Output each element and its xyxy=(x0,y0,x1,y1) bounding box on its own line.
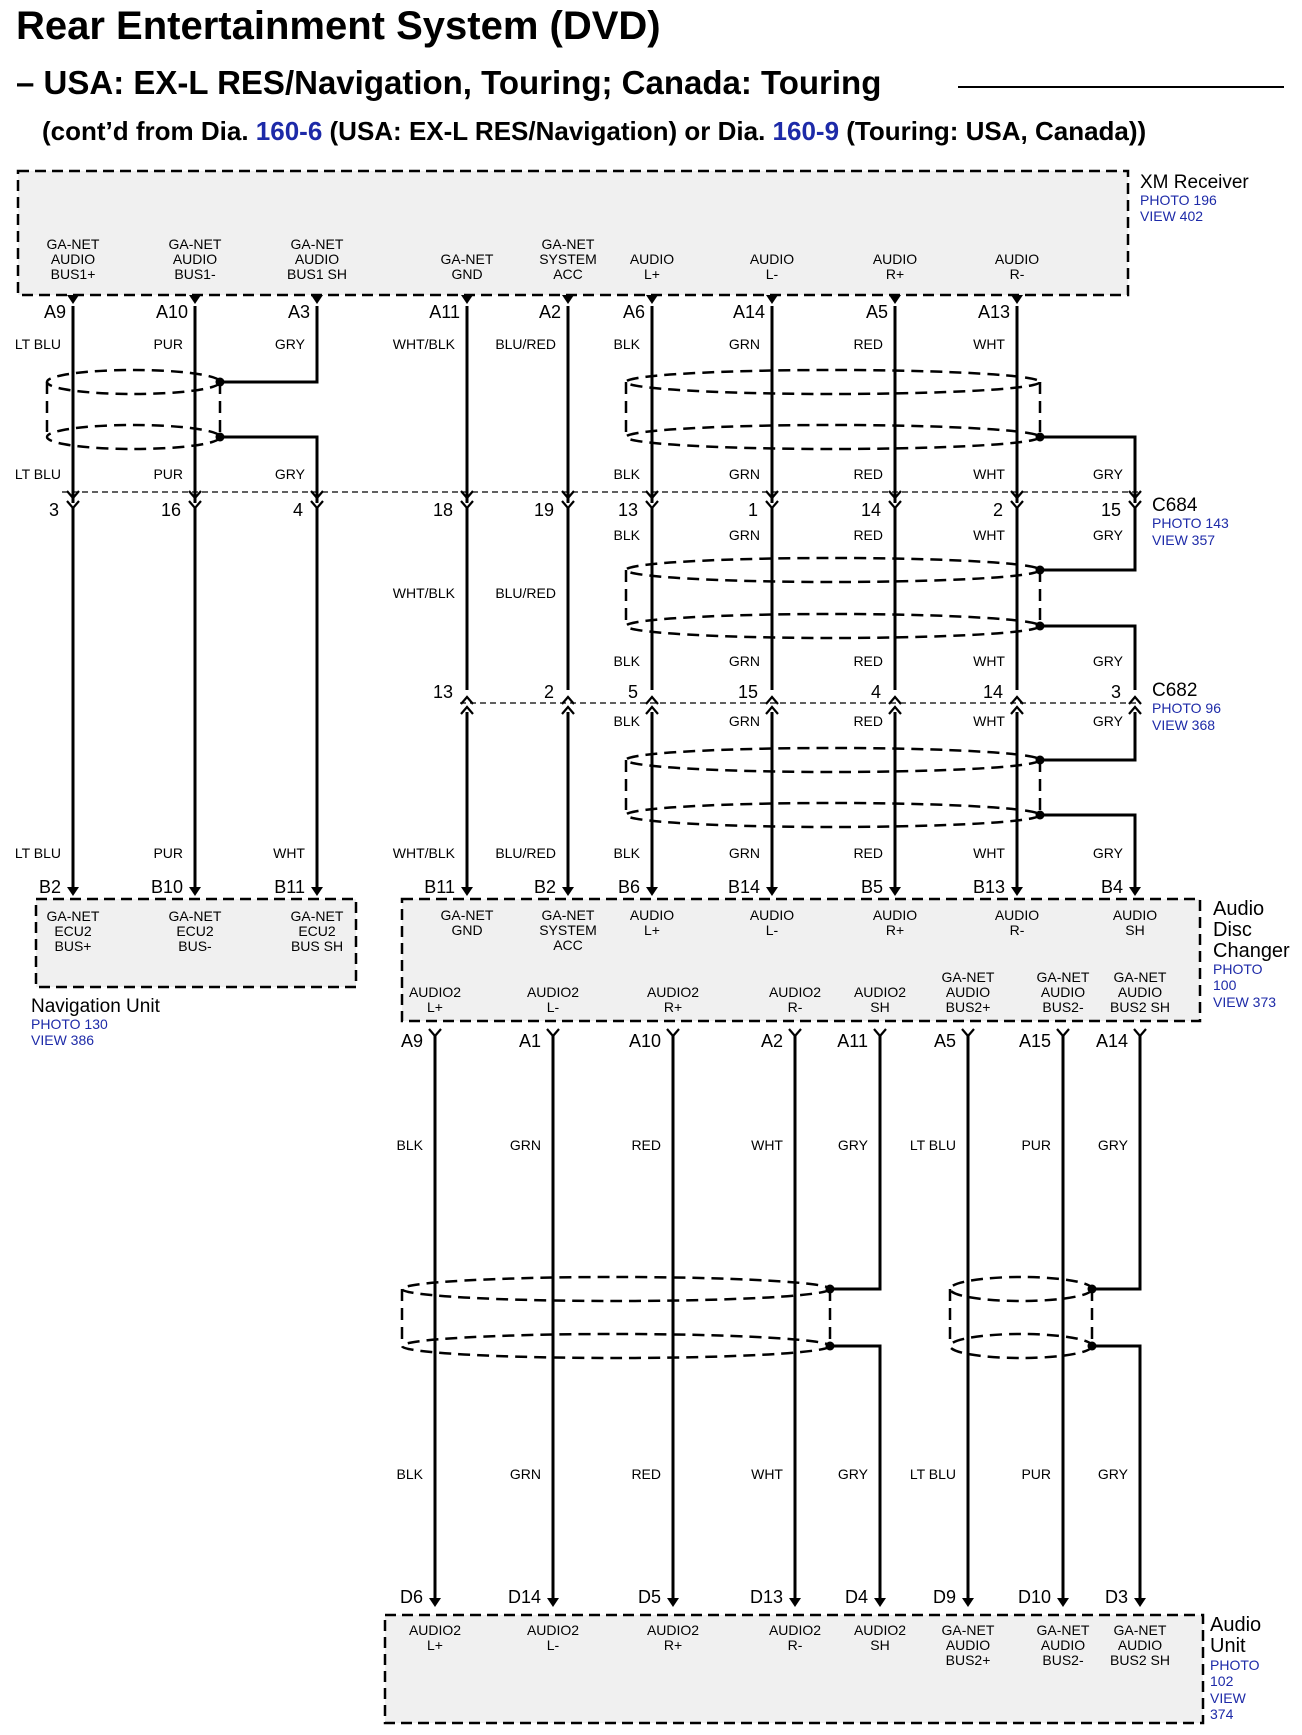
pin-arrow-down xyxy=(1129,887,1141,896)
au-terminal-label: BUS2- xyxy=(1042,1652,1084,1668)
au-pin-d14: D14 xyxy=(507,1587,541,1607)
pin-arrow-down xyxy=(667,1598,679,1607)
adc-terminal-label: AUDIO xyxy=(872,907,918,923)
wire-color-label: BLK xyxy=(613,713,640,729)
wire-color-label: GRY xyxy=(1092,653,1123,669)
nav-terminal-label: GA-NET xyxy=(46,908,100,924)
adc-pin-a5: A5 xyxy=(933,1031,956,1051)
pin-arrow-down xyxy=(429,1598,441,1607)
xm-terminal-label: AUDIO xyxy=(172,251,218,267)
shield-top-ellipse xyxy=(626,370,1040,394)
pin-arrow-down xyxy=(461,887,473,896)
wire-color-label: PUR xyxy=(1021,1137,1051,1153)
adc-terminal-label: GA-NET xyxy=(541,907,595,923)
au-terminal-label: AUDIO xyxy=(945,1637,991,1653)
adc-terminal-label: SYSTEM xyxy=(539,922,597,938)
adc-terminal-label: R- xyxy=(787,999,803,1015)
xm-terminal-label: GA-NET xyxy=(541,236,595,252)
wire-color-label: WHT xyxy=(973,713,1005,729)
xm-pin-a13: A13 xyxy=(977,302,1010,322)
diagram-subtitle: – USA: EX-L RES/Navigation, Touring; Canada: Touring xyxy=(16,64,882,101)
audio-unit-photo-number: 102 xyxy=(1210,1673,1234,1689)
nav-terminal-label: ECU2 xyxy=(298,923,336,939)
xm-pin-a6: A6 xyxy=(622,302,645,322)
adc-terminal-label: AUDIO xyxy=(629,907,675,923)
xm-pin-a11: A11 xyxy=(429,302,460,322)
wire-color-label: RED xyxy=(853,466,883,482)
wire-color-label: GRN xyxy=(728,845,760,861)
adc-terminal-label: GND xyxy=(451,922,483,938)
adc-pin-b11: B11 xyxy=(424,877,455,897)
wire-color-label: WHT xyxy=(751,1466,783,1482)
nav-pin-b11: B11 xyxy=(274,877,305,897)
xm-terminal-label: AUDIO xyxy=(629,251,675,267)
xm-terminal-label: GA-NET xyxy=(168,236,222,252)
au-terminal-label: AUDIO2 xyxy=(408,1622,462,1638)
wire-color-label: WHT xyxy=(973,466,1005,482)
pin-arrow-down xyxy=(1134,1598,1146,1607)
wire-color-label: GRY xyxy=(1092,845,1123,861)
c684-pin-15: 15 xyxy=(1100,500,1121,520)
wire-color-label: WHT xyxy=(973,653,1005,669)
wire-path xyxy=(830,1036,880,1289)
nav-terminal-label: GA-NET xyxy=(168,908,222,924)
connector-pin-mark xyxy=(962,1029,974,1036)
nav-pin-b2: B2 xyxy=(38,877,61,897)
au-terminal-label: AUDIO2 xyxy=(853,1622,907,1638)
pin-arrow-down xyxy=(461,295,473,304)
au-terminal-label: L+ xyxy=(427,1637,443,1653)
pin-arrow-down xyxy=(189,295,201,304)
navigation-unit-name: Navigation Unit xyxy=(31,996,160,1017)
c682-name: C682 xyxy=(1152,680,1198,701)
shield-audio-middle xyxy=(626,558,1040,638)
au-terminal-label: AUDIO xyxy=(1117,1637,1163,1653)
adc-terminal-label: R- xyxy=(1009,922,1025,938)
nav-terminal-label: ECU2 xyxy=(54,923,92,939)
wire-color-label: RED xyxy=(853,713,883,729)
adc-pin-a2: A2 xyxy=(760,1031,783,1051)
connector-pin-mark xyxy=(1134,1029,1146,1036)
xm-terminal-label: R+ xyxy=(885,266,905,282)
shield-audio-upper xyxy=(626,370,1040,449)
wire-color-label: BLK xyxy=(396,1137,423,1153)
xm-terminal-label: BUS1 SH xyxy=(287,266,347,282)
audio-unit-name: Unit xyxy=(1210,1635,1246,1657)
adc-pin-b4: B4 xyxy=(1100,877,1123,897)
adc-terminal-label: L- xyxy=(546,999,560,1015)
adc-terminal-label: BUS2+ xyxy=(945,999,991,1015)
connector-pin-mark xyxy=(547,1029,559,1036)
wire-color-label: WHT xyxy=(973,336,1005,352)
wire-color-label: GRY xyxy=(274,336,305,352)
adc-pin-b2: B2 xyxy=(533,877,556,897)
pin-arrow-down xyxy=(766,887,778,896)
au-terminal-label: BUS2+ xyxy=(945,1652,991,1668)
c682-pin-3: 3 xyxy=(1110,682,1121,702)
adc-terminal-label: GA-NET xyxy=(1113,969,1167,985)
xm-receiver-name: XM Receiver xyxy=(1140,172,1249,193)
adc-pin-b6: B6 xyxy=(617,877,640,897)
adc-terminal-label: AUDIO xyxy=(1117,984,1163,1000)
xm-pin-a3: A3 xyxy=(287,302,310,322)
wire-color-label: WHT xyxy=(973,527,1005,543)
c682-pin-13: 13 xyxy=(432,682,453,702)
c684-pin-3: 3 xyxy=(48,500,59,520)
adc-terminal-label: L- xyxy=(765,922,779,938)
wire-color-label: GRY xyxy=(1097,1137,1128,1153)
audio-disc-changer-name: Disc xyxy=(1213,919,1252,941)
c684-pin-19: 19 xyxy=(533,500,554,520)
xm-terminal-label: BUS1+ xyxy=(50,266,96,282)
wire-color-label: GRN xyxy=(728,527,760,543)
wire-color-label: WHT xyxy=(273,845,305,861)
xm-pin-a10: A10 xyxy=(155,302,188,322)
wire-color-label: RED xyxy=(853,845,883,861)
shield-top-ellipse xyxy=(626,748,1040,772)
adc-pin-a9: A9 xyxy=(400,1031,423,1051)
wire-color-label: GRY xyxy=(1097,1466,1128,1482)
xm-pin-a2: A2 xyxy=(538,302,561,322)
adc-terminal-label: AUDIO2 xyxy=(646,984,700,1000)
au-terminal-label: GA-NET xyxy=(1113,1622,1167,1638)
c684-pin-18: 18 xyxy=(432,500,453,520)
wire-color-label: BLU/RED xyxy=(495,845,556,861)
pin-arrow-down xyxy=(562,295,574,304)
c684-pin-2: 2 xyxy=(992,500,1003,520)
au-pin-d3: D3 xyxy=(1104,1587,1128,1607)
wire-color-label: RED xyxy=(853,527,883,543)
adc-terminal-label: AUDIO xyxy=(1040,984,1086,1000)
wire-color-label: RED xyxy=(631,1466,661,1482)
nav-terminal-label: BUS SH xyxy=(290,938,344,954)
xm-terminal-label: BUS1- xyxy=(174,266,216,282)
adc-pin-b5: B5 xyxy=(860,877,883,897)
au-pin-d5: D5 xyxy=(637,1587,661,1607)
pin-arrow-down xyxy=(962,1598,974,1607)
adc-terminal-label: GA-NET xyxy=(1036,969,1090,985)
navigation-unit-photo: PHOTO 130 xyxy=(31,1016,108,1032)
wire-color-label: WHT/BLK xyxy=(392,585,455,601)
adc-terminal-label: AUDIO xyxy=(994,907,1040,923)
wire-color-label: BLK xyxy=(613,653,640,669)
wire-path xyxy=(1092,1036,1140,1289)
adc-terminal-label: SH xyxy=(870,999,890,1015)
pin-arrow-down xyxy=(311,295,323,304)
xm-receiver-photo: PHOTO 196 xyxy=(1140,192,1217,208)
adc-terminal-label: BUS2- xyxy=(1042,999,1084,1015)
continued-from-prefix: (cont’d from Dia. xyxy=(42,116,256,146)
xm-terminal-label: GA-NET xyxy=(440,251,494,267)
pin-arrow-down xyxy=(874,1598,886,1607)
connector-pin-mark xyxy=(874,1029,886,1036)
wire-color-label: PUR xyxy=(153,466,183,482)
adc-terminal-label: AUDIO xyxy=(945,984,991,1000)
au-pin-d9: D9 xyxy=(932,1587,956,1607)
wire-color-label: LT BLU xyxy=(14,845,61,861)
adc-pin-a1: A1 xyxy=(518,1031,541,1051)
au-terminal-label: SH xyxy=(870,1637,890,1653)
continued-from-middle: (USA: EX-L RES/Navigation) or Dia. xyxy=(322,116,773,146)
pin-arrow-down xyxy=(189,887,201,896)
wire-color-label: GRN xyxy=(728,336,760,352)
xm-terminal-label: AUDIO xyxy=(294,251,340,267)
wire-color-label: GRN xyxy=(728,653,760,669)
wire-color-label: BLK xyxy=(396,1466,423,1482)
wire-color-label: GRN xyxy=(509,1466,541,1482)
c684-photo: PHOTO 143 xyxy=(1152,515,1229,531)
wire-color-label: GRY xyxy=(837,1137,868,1153)
au-terminal-label: R+ xyxy=(663,1637,683,1653)
xm-terminal-label: R- xyxy=(1009,266,1025,282)
au-pin-d4: D4 xyxy=(844,1587,868,1607)
nav-terminal-label: BUS- xyxy=(178,938,212,954)
au-terminal-label: AUDIO xyxy=(1040,1637,1086,1653)
wire-color-label: WHT/BLK xyxy=(392,845,455,861)
au-terminal-label: AUDIO2 xyxy=(526,1622,580,1638)
xm-terminal-label: ACC xyxy=(553,266,583,282)
shield-bottom-ellipse xyxy=(402,1334,830,1358)
wire-color-label: GRN xyxy=(728,466,760,482)
wire-color-label: LT BLU xyxy=(14,336,61,352)
au-terminal-label: GA-NET xyxy=(941,1622,995,1638)
au-pin-d13: D13 xyxy=(749,1587,783,1607)
wire-color-label: WHT xyxy=(973,845,1005,861)
pin-arrow-down xyxy=(889,295,901,304)
pin-arrow-down xyxy=(789,1598,801,1607)
audio-unit-view-number: 374 xyxy=(1210,1706,1234,1722)
xm-pin-a14: A14 xyxy=(732,302,765,322)
wire-color-label: LT BLU xyxy=(909,1466,956,1482)
adc-terminal-label: R+ xyxy=(663,999,683,1015)
wire-color-label: BLU/RED xyxy=(495,585,556,601)
au-terminal-label: R- xyxy=(787,1637,803,1653)
adc-terminal-label: AUDIO2 xyxy=(408,984,462,1000)
shield-top-ellipse xyxy=(626,558,1040,582)
c684-pin-4: 4 xyxy=(292,500,303,520)
connector-pin-mark xyxy=(1011,697,1023,704)
shield-audio2 xyxy=(402,1277,830,1358)
adc-pin-b14: B14 xyxy=(727,877,760,897)
xm-pin-a9: A9 xyxy=(43,302,66,322)
audio-disc-changer-name: Audio xyxy=(1213,898,1265,920)
shield-bottom-ellipse xyxy=(626,803,1040,827)
adc-pin-a14: A14 xyxy=(1095,1031,1128,1051)
pin-arrow-down xyxy=(311,887,323,896)
adc-terminal-label: AUDIO2 xyxy=(526,984,580,1000)
wire-color-label: GRY xyxy=(1092,527,1123,543)
nav-terminal-label: GA-NET xyxy=(290,908,344,924)
wire-color-label: GRN xyxy=(509,1137,541,1153)
wire-color-label: GRY xyxy=(274,466,305,482)
pin-arrow-down xyxy=(547,1598,559,1607)
c682-pin-15: 15 xyxy=(737,682,758,702)
xm-terminal-label: AUDIO xyxy=(872,251,918,267)
wire-color-label: BLU/RED xyxy=(495,336,556,352)
wire-color-label: GRY xyxy=(1092,713,1123,729)
c682-pin-5: 5 xyxy=(627,682,638,702)
xm-terminal-label: AUDIO xyxy=(994,251,1040,267)
adc-pin-a11: A11 xyxy=(837,1031,868,1051)
wire-color-label: WHT/BLK xyxy=(392,336,455,352)
wire-color-label: GRY xyxy=(837,1466,868,1482)
shield-top-ellipse xyxy=(402,1277,830,1301)
wire-color-label: WHT xyxy=(751,1137,783,1153)
au-pin-d10: D10 xyxy=(1017,1587,1051,1607)
adc-pin-a15: A15 xyxy=(1018,1031,1051,1051)
c682-photo: PHOTO 96 xyxy=(1152,700,1221,716)
connector-pin-mark xyxy=(461,697,473,704)
pin-arrow-down xyxy=(1011,887,1023,896)
c682-view: VIEW 368 xyxy=(1152,717,1216,733)
shield-bottom-ellipse xyxy=(626,425,1040,449)
wire-color-label: GRN xyxy=(728,713,760,729)
xm-terminal-label: L- xyxy=(765,266,779,282)
au-terminal-label: AUDIO2 xyxy=(646,1622,700,1638)
diagram-title: Rear Entertainment System (DVD) xyxy=(16,4,661,48)
diagram-link-160-6[interactable]: 160-6 xyxy=(255,116,323,146)
navigation-unit-view: VIEW 386 xyxy=(31,1032,95,1048)
audio-disc-changer-view: VIEW 373 xyxy=(1213,994,1277,1010)
adc-terminal-label: AUDIO2 xyxy=(853,984,907,1000)
adc-pin-a10: A10 xyxy=(628,1031,661,1051)
c684-pin-13: 13 xyxy=(617,500,638,520)
adc-terminal-label: L+ xyxy=(427,999,443,1015)
adc-terminal-label: GA-NET xyxy=(440,907,494,923)
c684-pin-1: 1 xyxy=(747,500,758,520)
pin-arrow-down xyxy=(646,295,658,304)
adc-terminal-label: ACC xyxy=(553,937,583,953)
adc-terminal-label: AUDIO xyxy=(1112,907,1158,923)
audio-disc-changer-photo: PHOTO xyxy=(1213,961,1263,977)
xm-terminal-label: SYSTEM xyxy=(539,251,597,267)
au-terminal-label: GA-NET xyxy=(1036,1622,1090,1638)
c684-name: C684 xyxy=(1152,495,1198,516)
xm-pin-a5: A5 xyxy=(865,302,888,322)
pin-arrow-down xyxy=(1011,295,1023,304)
xm-terminal-label: AUDIO xyxy=(749,251,795,267)
audio-unit-name: Audio xyxy=(1210,1614,1262,1636)
pin-arrow-down xyxy=(67,295,79,304)
shield-bottom-ellipse xyxy=(626,614,1040,638)
xm-terminal-label: L+ xyxy=(644,266,660,282)
audio-disc-changer-photo-number: 100 xyxy=(1213,977,1237,993)
wire-color-label: GRY xyxy=(1092,466,1123,482)
wire-color-label: RED xyxy=(853,653,883,669)
pin-arrow-down xyxy=(889,887,901,896)
c684-pin-16: 16 xyxy=(160,500,181,520)
wire-color-label: RED xyxy=(631,1137,661,1153)
wire-color-label: BLK xyxy=(613,466,640,482)
adc-pin-b13: B13 xyxy=(972,877,1005,897)
connector-pin-mark xyxy=(562,697,574,704)
c682-pin-4: 4 xyxy=(870,682,881,702)
connector-pin-mark xyxy=(789,1029,801,1036)
connector-pin-mark xyxy=(429,1029,441,1036)
nav-pin-b10: B10 xyxy=(150,877,183,897)
xm-terminal-label: AUDIO xyxy=(50,251,96,267)
adc-terminal-label: GA-NET xyxy=(941,969,995,985)
adc-terminal-label: AUDIO2 xyxy=(768,984,822,1000)
wire-color-label: BLK xyxy=(613,527,640,543)
adc-terminal-label: SH xyxy=(1125,922,1145,938)
audio-unit-view: VIEW xyxy=(1210,1690,1246,1706)
c684-view: VIEW 357 xyxy=(1152,532,1216,548)
connector-pin-mark xyxy=(1057,1029,1069,1036)
adc-terminal-label: R+ xyxy=(885,922,905,938)
adc-terminal-label: AUDIO xyxy=(749,907,795,923)
continued-from-suffix: (Touring: USA, Canada)) xyxy=(839,116,1147,146)
c682-pin-14: 14 xyxy=(982,682,1003,702)
shield-audio-lower xyxy=(626,748,1040,827)
wire-color-label: PUR xyxy=(153,845,183,861)
wire-color-label: RED xyxy=(853,336,883,352)
c682-pin-2: 2 xyxy=(543,682,554,702)
wire-color-label: LT BLU xyxy=(14,466,61,482)
wire-color-label: PUR xyxy=(1021,1466,1051,1482)
pin-arrow-down xyxy=(766,295,778,304)
xm-terminal-label: GA-NET xyxy=(46,236,100,252)
au-terminal-label: L- xyxy=(546,1637,560,1653)
connector-pin-mark xyxy=(667,1029,679,1036)
shield-bottom-ellipse xyxy=(950,1334,1092,1358)
c684-pin-14: 14 xyxy=(860,500,881,520)
pin-arrow-down xyxy=(1057,1598,1069,1607)
au-terminal-label: AUDIO2 xyxy=(768,1622,822,1638)
nav-terminal-label: BUS+ xyxy=(54,938,92,954)
au-terminal-label: BUS2 SH xyxy=(1110,1652,1170,1668)
diagram-link-160-9[interactable]: 160-9 xyxy=(772,116,840,146)
adc-terminal-label: BUS2 SH xyxy=(1110,999,1170,1015)
xm-terminal-label: GND xyxy=(451,266,483,282)
wire-color-label: BLK xyxy=(613,845,640,861)
pin-arrow-down xyxy=(646,887,658,896)
nav-terminal-label: ECU2 xyxy=(176,923,214,939)
audio-disc-changer-name: Changer xyxy=(1213,940,1290,962)
xm-receiver-view: VIEW 402 xyxy=(1140,208,1204,224)
pin-arrow-down xyxy=(67,887,79,896)
au-pin-d6: D6 xyxy=(399,1587,423,1607)
adc-terminal-label: L+ xyxy=(644,922,660,938)
xm-terminal-label: GA-NET xyxy=(290,236,344,252)
wire-color-label: LT BLU xyxy=(909,1137,956,1153)
pin-arrow-down xyxy=(562,887,574,896)
audio-unit-photo: PHOTO xyxy=(1210,1657,1260,1673)
shield-bus2 xyxy=(950,1277,1092,1358)
wire-color-label: BLK xyxy=(613,336,640,352)
shield-top-ellipse xyxy=(950,1277,1092,1301)
wire-color-label: PUR xyxy=(153,336,183,352)
